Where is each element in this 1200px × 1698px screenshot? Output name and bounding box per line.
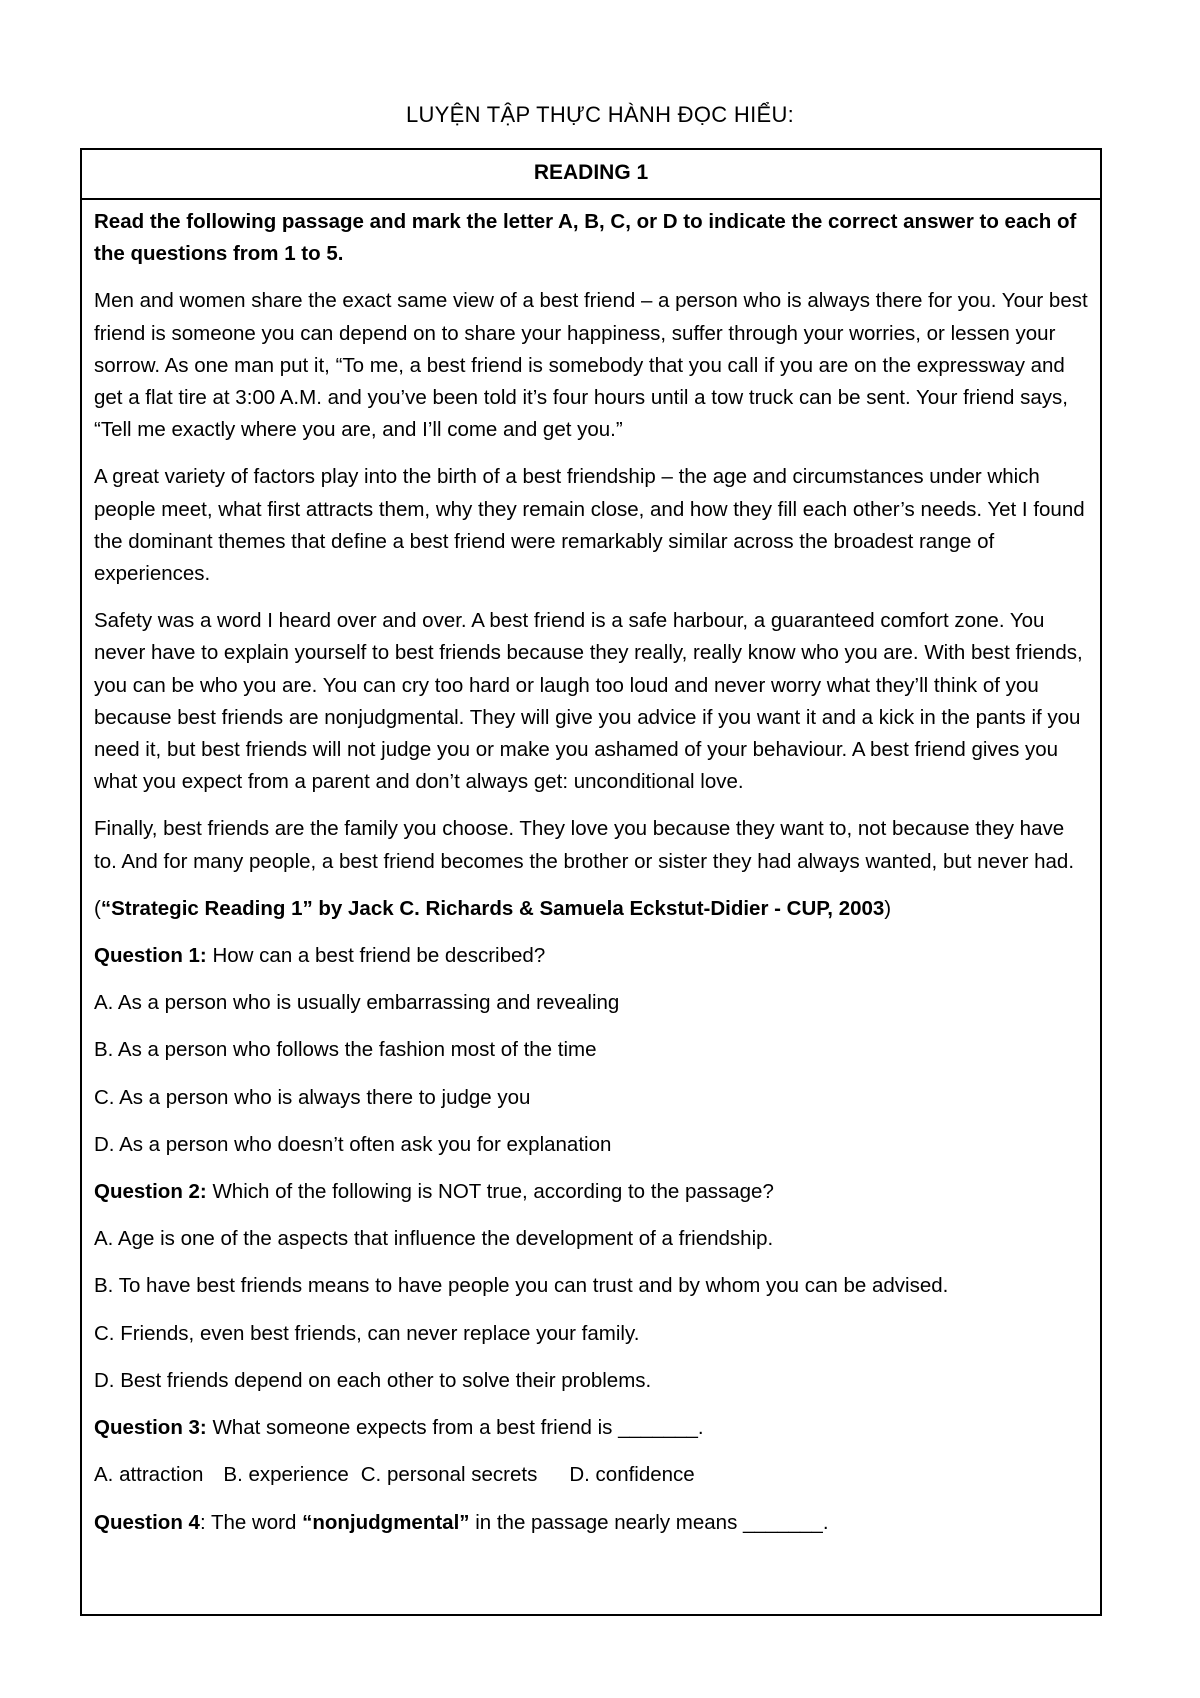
question-text: What someone expects from a best friend is _______. (206, 1416, 704, 1440)
question-4 (94, 1507, 1088, 1539)
answer-option: D. As a person who doesn’t often ask you for explanation (94, 1132, 612, 1156)
answer-option: A. As a person who is usually embarrassing and revealing (94, 991, 620, 1015)
answer-option: C. Friends, even best friends, can never replace your family. (94, 1321, 640, 1345)
question-2 (94, 1176, 1088, 1208)
section-title: READING 1 (82, 150, 1100, 200)
question-text: How can a best friend be described? (206, 944, 546, 968)
answer-option: B. To have best friends means to have people you can trust and by whom you can be advised. (94, 1274, 949, 1298)
passage-paragraph: A great variety of factors play into the birth of a best friendship – the age and circumstances under which people meet, what first attracts them, why they remain close, and how they fill each other’s needs. Yet I found the dominant themes that define a best friend were remarkably similar across the broadest range of experiences. (94, 465, 1085, 586)
answer-option: B. As a person who follows the fashion most of the time (94, 1038, 597, 1062)
answer-option: D. confidence (569, 1463, 695, 1487)
question-3 (94, 1412, 1088, 1444)
answer-option: D. Best friends depend on each other to solve their problems. (94, 1368, 652, 1392)
answer-option: A. attraction (94, 1463, 204, 1487)
source-text: “Strategic Reading 1” by Jack C. Richards & Samuela Eckstut-Didier - CUP, 2003 (100, 896, 885, 920)
question-label: Question 3: (94, 1416, 207, 1440)
question-label: Question 1: (94, 944, 207, 968)
passage-paragraph: Safety was a word I heard over and over. A best friend is a safe harbour, a guaranteed comfort zone. You never have to explain yourself to best friends because they really, really know who you are. With best friends, you can be who you are. You can cry too hard or laugh too loud and never worry what they’ll think of you because best friends are nonjudgmental. They will give you advice if you want it and a kick in the pants if you need it, but best friends will not judge you or make you ashamed of your behaviour. A best friend gives you what you expect from a parent and don’t always get: unconditional love. (94, 609, 1083, 794)
question-1 (94, 940, 1088, 972)
reading-box (80, 148, 1102, 1616)
passage-paragraph: Men and women share the exact same view of a best friend – a person who is always there for you. Your best friend is someone you can depend on to share your happiness, suffer through your worries, or lessen your sorrow. As one man put it, “To me, a best friend is somebody that you call if you are on the expressway and get a flat tire at 3:00 A.M. and you’ve been told it’s four hours until a tow truck can be sent. Your friend says, “Tell me exactly where you are, and I’ll come and get you.” (94, 289, 1088, 442)
question-text: Which of the following is NOT true, according to the passage? (206, 1180, 774, 1204)
keyword: “nonjudgmental” (302, 1510, 470, 1534)
source-open: ( (94, 896, 101, 920)
source-close: ) (884, 896, 892, 920)
answer-option: A. Age is one of the aspects that influence the development of a friendship. (94, 1227, 774, 1251)
passage-paragraph: Finally, best friends are the family you choose. They love you because they want to, not because they have to. And for many people, a best friend becomes the brother or sister they had always wanted, but never had. (94, 817, 1075, 873)
question-text: in the passage nearly means _______. (469, 1510, 829, 1534)
answer-option: C. personal secrets (360, 1463, 538, 1487)
question-text: : The word (199, 1510, 303, 1534)
reading-content (82, 200, 1100, 1539)
page-title: LUYỆN TẬP THỰC HÀNH ĐỌC HIỂU: (405, 102, 795, 127)
question-label: Question 4 (94, 1510, 200, 1534)
answer-option: B. experience (223, 1463, 349, 1487)
source-citation (94, 893, 1088, 925)
answer-options-row (94, 1459, 1088, 1491)
question-label: Question 2: (94, 1180, 207, 1204)
instruction: Read the following passage and mark the letter A, B, C, or D to indicate the correct answer to each of the questions from 1 to 5. (94, 210, 1077, 266)
answer-option: C. As a person who is always there to judge you (94, 1085, 531, 1109)
